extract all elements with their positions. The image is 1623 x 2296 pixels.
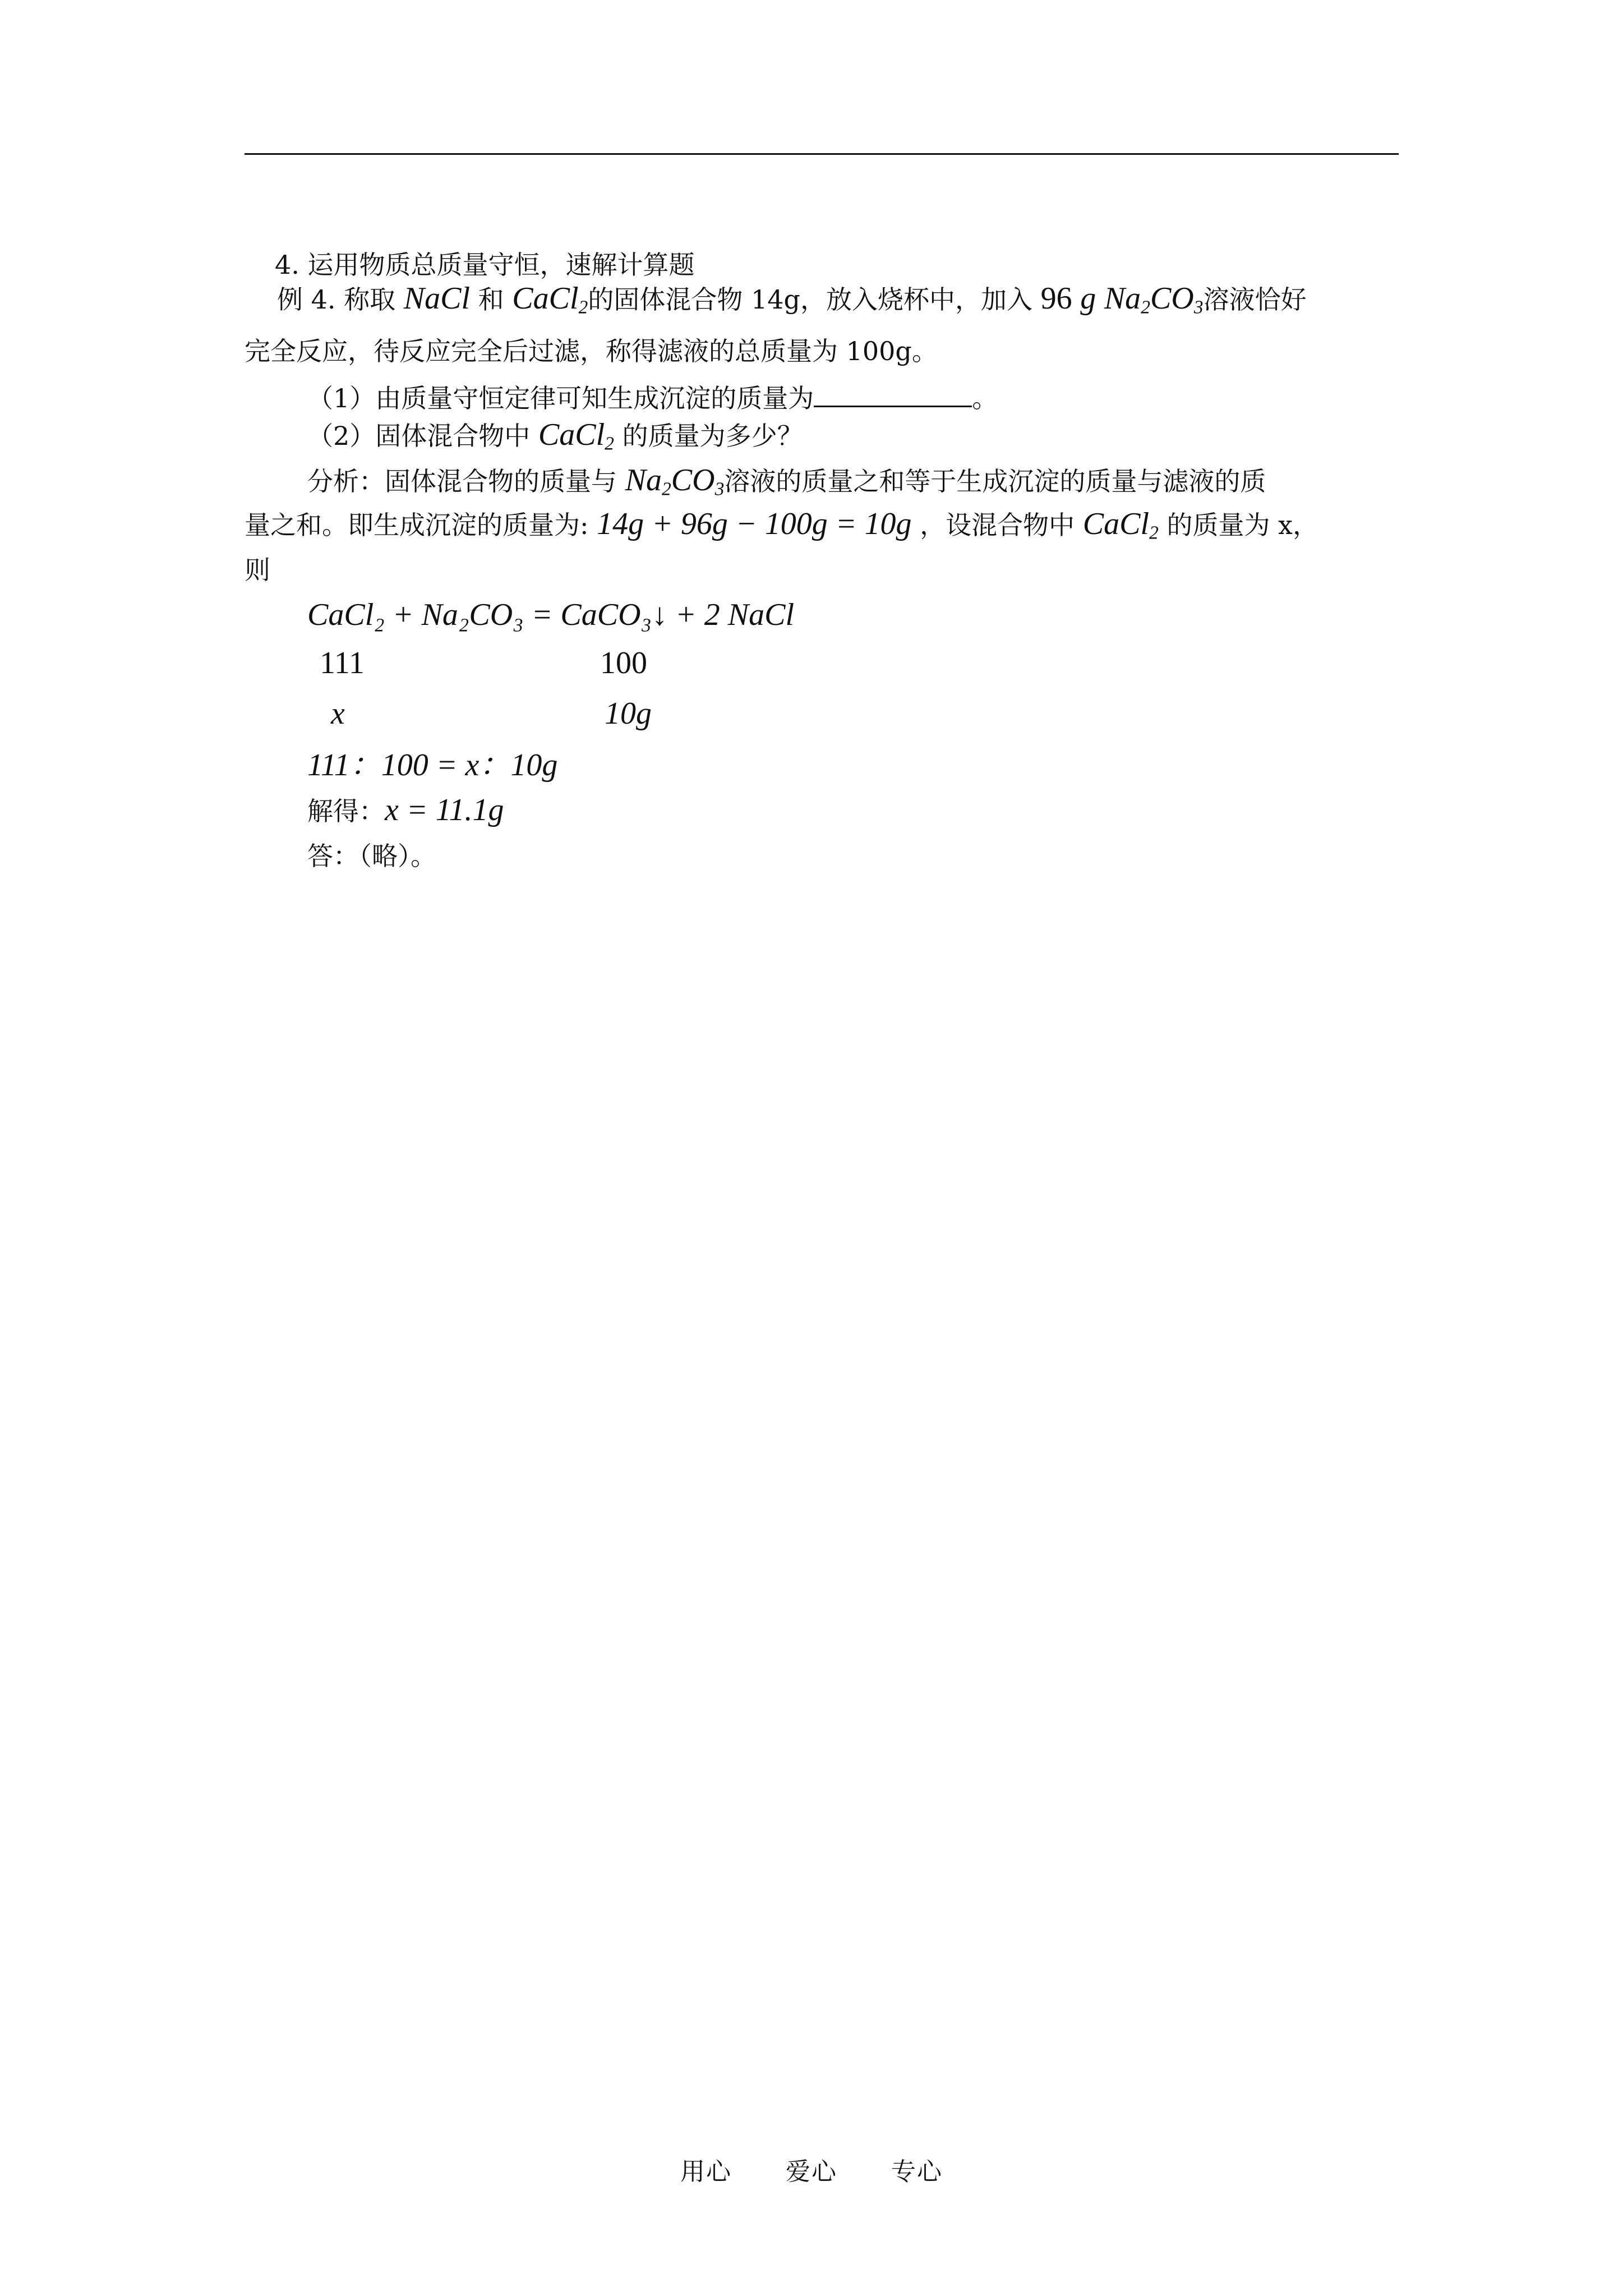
analysis-line-3: 则 [245,555,270,585]
page-footer: 用心 爱心 专心 [680,2157,943,2186]
known-precipitate-mass: 10g [605,696,652,731]
example-line-2: 完全反应，待反应完全后过滤，称得滤液的总质量为 100g。 [245,336,938,366]
reaction-equation: CaCl₂ + Na₂CO₃ = CaCO₃↓ + 2 NaCl [307,597,795,632]
molar-mass-caco3: 100 [600,646,647,680]
analysis-line-2: 量之和。即生成沉淀的质量为: 14g + 96g − 100g = 10g ，设混合物中 CaCl$_2$ 的质量为 x， [245,507,1319,544]
unknown-x: x [331,696,345,731]
molar-mass-cacl2: 111 [320,646,365,680]
question-2: （2）固体混合物中 CaCl$_2$ 的质量为多少？ [307,417,803,454]
example-line-1: 例 4. 称取 NaCl 和 CaCl$_2$的固体混合物 14g，放入烧杯中，加入 96 g $Na_2CO_3$溶液恰好 [277,281,1307,318]
answer-blank [814,383,972,407]
proportion: 111：100 = x：10g [307,748,558,783]
analysis-line-1: 分析：固体混合物的质量与 $Na_2CO_3$溶液的质量之和等于生成沉淀的质量与滤液的质 [307,463,1266,500]
section-title: 4. 运用物质总质量守恒，速解计算题 [275,250,695,280]
question-1: （1）由质量守恒定律可知生成沉淀的质量为 。 [307,383,998,413]
answer: 答：（略）。 [307,841,436,871]
header-rule [245,153,1399,155]
solution: 解得：x = 11.1g [307,793,504,827]
